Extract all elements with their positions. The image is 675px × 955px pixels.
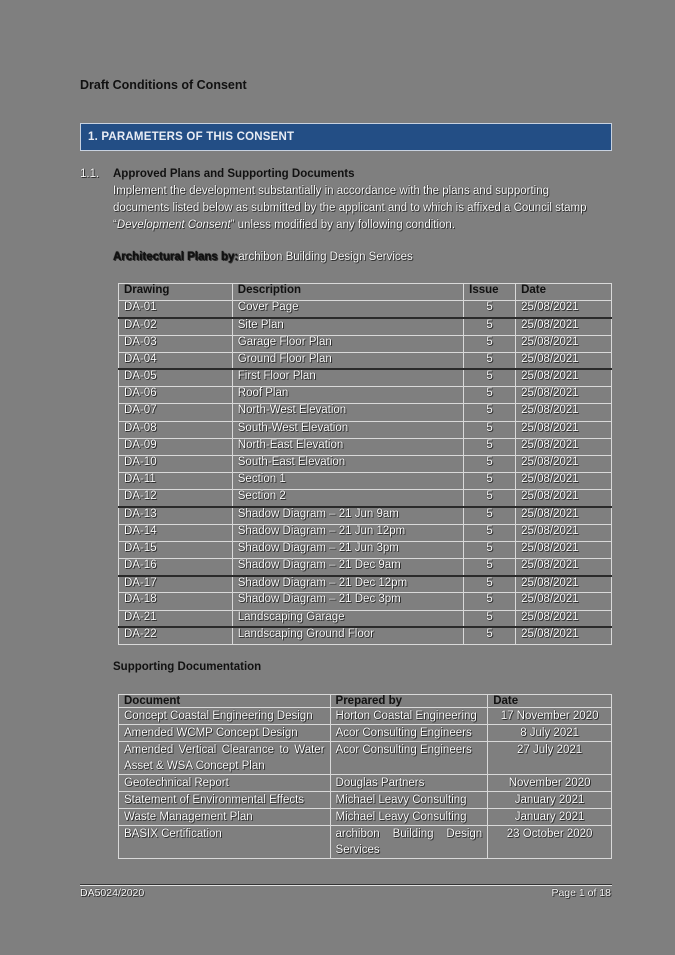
table-row [119, 404, 612, 421]
date-cell: 25/08/2021 [516, 455, 612, 472]
date-cell: 8 July 2021 [488, 725, 612, 742]
prepared-by-cell: Acor Consulting Engineers [330, 742, 488, 775]
footer-reference: DA5024/2020 [80, 887, 145, 899]
table-row [119, 421, 612, 438]
column-header-issue: Issue [464, 284, 516, 301]
issue-cell: 5 [464, 352, 516, 369]
date-cell: 27 July 2021 [488, 742, 612, 775]
document-cell: Amended Vertical Clearance to Water Asset & WSA Concept Plan [119, 742, 331, 775]
issue-cell: 5 [464, 576, 516, 593]
description-cell: Landscaping Ground Floor [232, 627, 463, 644]
clause-body-suffix: ” unless modified by any following condition. [230, 219, 456, 231]
table-row [119, 455, 612, 472]
drawing-cell: DA-07 [119, 404, 233, 421]
drawing-cell: DA-05 [119, 369, 233, 386]
issue-cell: 5 [464, 524, 516, 541]
date-cell: 25/08/2021 [516, 335, 612, 352]
clause-body-emphasis: Development Consent [116, 219, 231, 231]
prepared-by-cell: Michael Leavy Consulting [330, 809, 488, 826]
document-cell: Amended WCMP Concept Design [119, 725, 331, 742]
date-cell: 25/08/2021 [516, 490, 612, 507]
table-row [119, 792, 612, 809]
description-cell: North-East Elevation [232, 438, 463, 455]
drawing-cell: DA-12 [119, 490, 233, 507]
issue-cell: 5 [464, 507, 516, 524]
section-banner [80, 123, 612, 151]
table-row [119, 438, 612, 455]
drawing-cell: DA-06 [119, 387, 233, 404]
date-cell: November 2020 [488, 775, 612, 792]
drawing-cell: DA-18 [119, 593, 233, 610]
issue-cell: 5 [464, 455, 516, 472]
drawing-cell: DA-01 [119, 301, 233, 318]
description-cell: Shadow Diagram – 21 Jun 3pm [232, 541, 463, 558]
section-banner-label: 1. PARAMETERS OF THIS CONSENT [88, 131, 295, 143]
table-row [119, 318, 612, 335]
issue-cell: 5 [464, 318, 516, 335]
date-cell: 25/08/2021 [516, 507, 612, 524]
supporting-documents-table [118, 694, 612, 859]
description-cell: First Floor Plan [232, 369, 463, 386]
footer-page-number: Page 1 of 18 [551, 887, 611, 899]
drawing-cell: DA-11 [119, 473, 233, 490]
document-cell: Statement of Environmental Effects [119, 792, 331, 809]
clause-body-prefix: Implement the development substantially in accordance with the plans and supporting documents listed below as submitted by the applicant and to which is affixed a Council stamp “ [113, 185, 587, 231]
table-row [119, 809, 612, 826]
prepared-by-cell: Acor Consulting Engineers [330, 725, 488, 742]
drawing-cell: DA-21 [119, 610, 233, 627]
clause-body [113, 183, 603, 234]
description-cell: Landscaping Garage [232, 610, 463, 627]
table-row [119, 473, 612, 490]
architectural-plans-line [113, 251, 413, 263]
table-row [119, 593, 612, 610]
column-header-date: Date [516, 284, 612, 301]
description-cell: Ground Floor Plan [232, 352, 463, 369]
prepared-by-cell: archibon Building Design Services [330, 826, 488, 859]
description-cell: Roof Plan [232, 387, 463, 404]
drawings-table [118, 283, 612, 645]
column-header-prepared-by: Prepared by [330, 695, 488, 708]
issue-cell: 5 [464, 369, 516, 386]
document-title: Draft Conditions of Consent [80, 78, 247, 92]
issue-cell: 5 [464, 404, 516, 421]
document-cell: BASIX Certification [119, 826, 331, 859]
issue-cell: 5 [464, 438, 516, 455]
column-header-document: Document [119, 695, 331, 708]
date-cell: 17 November 2020 [488, 708, 612, 725]
table-row [119, 541, 612, 558]
description-cell: Shadow Diagram – 21 Dec 12pm [232, 576, 463, 593]
issue-cell: 5 [464, 387, 516, 404]
table-row [119, 725, 612, 742]
table-row [119, 490, 612, 507]
issue-cell: 5 [464, 335, 516, 352]
table-row [119, 627, 612, 644]
supporting-documentation-heading: Supporting Documentation [113, 661, 262, 673]
document-cell: Waste Management Plan [119, 809, 331, 826]
description-cell: North-West Elevation [232, 404, 463, 421]
date-cell: 25/08/2021 [516, 576, 612, 593]
date-cell: 25/08/2021 [516, 387, 612, 404]
issue-cell: 5 [464, 473, 516, 490]
table-row [119, 576, 612, 593]
drawing-cell: DA-16 [119, 559, 233, 576]
prepared-by-cell: Horton Coastal Engineering [330, 708, 488, 725]
table-row [119, 826, 612, 859]
drawing-cell: DA-09 [119, 438, 233, 455]
date-cell: 25/08/2021 [516, 369, 612, 386]
architectural-plans-value: archibon Building Design Services [238, 251, 413, 263]
date-cell: 25/08/2021 [516, 473, 612, 490]
drawing-cell: DA-17 [119, 576, 233, 593]
date-cell: 25/08/2021 [516, 541, 612, 558]
drawing-cell: DA-08 [119, 421, 233, 438]
table-row [119, 301, 612, 318]
table-row [119, 507, 612, 524]
description-cell: South-East Elevation [232, 455, 463, 472]
architectural-plans-label: Architectural Plans by: [113, 251, 239, 263]
date-cell: 25/08/2021 [516, 593, 612, 610]
drawing-cell: DA-04 [119, 352, 233, 369]
column-header-description: Description [232, 284, 463, 301]
date-cell: 25/08/2021 [516, 301, 612, 318]
drawing-cell: DA-02 [119, 318, 233, 335]
description-cell: Section 1 [232, 473, 463, 490]
description-cell: Shadow Diagram – 21 Jun 12pm [232, 524, 463, 541]
date-cell: January 2021 [488, 792, 612, 809]
description-cell: Garage Floor Plan [232, 335, 463, 352]
table-row [119, 352, 612, 369]
document-cell: Concept Coastal Engineering Design [119, 708, 331, 725]
prepared-by-cell: Douglas Partners [330, 775, 488, 792]
table-row [119, 387, 612, 404]
date-cell: 25/08/2021 [516, 627, 612, 644]
drawing-cell: DA-14 [119, 524, 233, 541]
date-cell: 23 October 2020 [488, 826, 612, 859]
description-cell: Shadow Diagram – 21 Dec 3pm [232, 593, 463, 610]
date-cell: January 2021 [488, 809, 612, 826]
date-cell: 25/08/2021 [516, 352, 612, 369]
column-header-drawing: Drawing [119, 284, 233, 301]
column-header-date: Date [488, 695, 612, 708]
description-cell: Cover Page [232, 301, 463, 318]
table-row [119, 559, 612, 576]
clause-title: Approved Plans and Supporting Documents [113, 168, 355, 180]
date-cell: 25/08/2021 [516, 438, 612, 455]
prepared-by-cell: Michael Leavy Consulting [330, 792, 488, 809]
drawing-cell: DA-10 [119, 455, 233, 472]
date-cell: 25/08/2021 [516, 318, 612, 335]
table-row [119, 524, 612, 541]
drawing-cell: DA-22 [119, 627, 233, 644]
drawing-cell: DA-13 [119, 507, 233, 524]
table-row [119, 775, 612, 792]
clause-number: 1.1. [80, 168, 100, 180]
footer-divider [80, 884, 612, 886]
issue-cell: 5 [464, 301, 516, 318]
table-row [119, 742, 612, 775]
issue-cell: 5 [464, 541, 516, 558]
date-cell: 25/08/2021 [516, 610, 612, 627]
table-row [119, 335, 612, 352]
table-row [119, 708, 612, 725]
issue-cell: 5 [464, 490, 516, 507]
description-cell: Shadow Diagram – 21 Jun 9am [232, 507, 463, 524]
issue-cell: 5 [464, 627, 516, 644]
document-cell: Geotechnical Report [119, 775, 331, 792]
date-cell: 25/08/2021 [516, 559, 612, 576]
description-cell: Section 2 [232, 490, 463, 507]
table-row [119, 369, 612, 386]
drawing-cell: DA-15 [119, 541, 233, 558]
issue-cell: 5 [464, 559, 516, 576]
issue-cell: 5 [464, 421, 516, 438]
description-cell: Site Plan [232, 318, 463, 335]
drawing-cell: DA-03 [119, 335, 233, 352]
date-cell: 25/08/2021 [516, 421, 612, 438]
issue-cell: 5 [464, 610, 516, 627]
date-cell: 25/08/2021 [516, 524, 612, 541]
description-cell: Shadow Diagram – 21 Dec 9am [232, 559, 463, 576]
table-row [119, 610, 612, 627]
issue-cell: 5 [464, 593, 516, 610]
date-cell: 25/08/2021 [516, 404, 612, 421]
description-cell: South-West Elevation [232, 421, 463, 438]
